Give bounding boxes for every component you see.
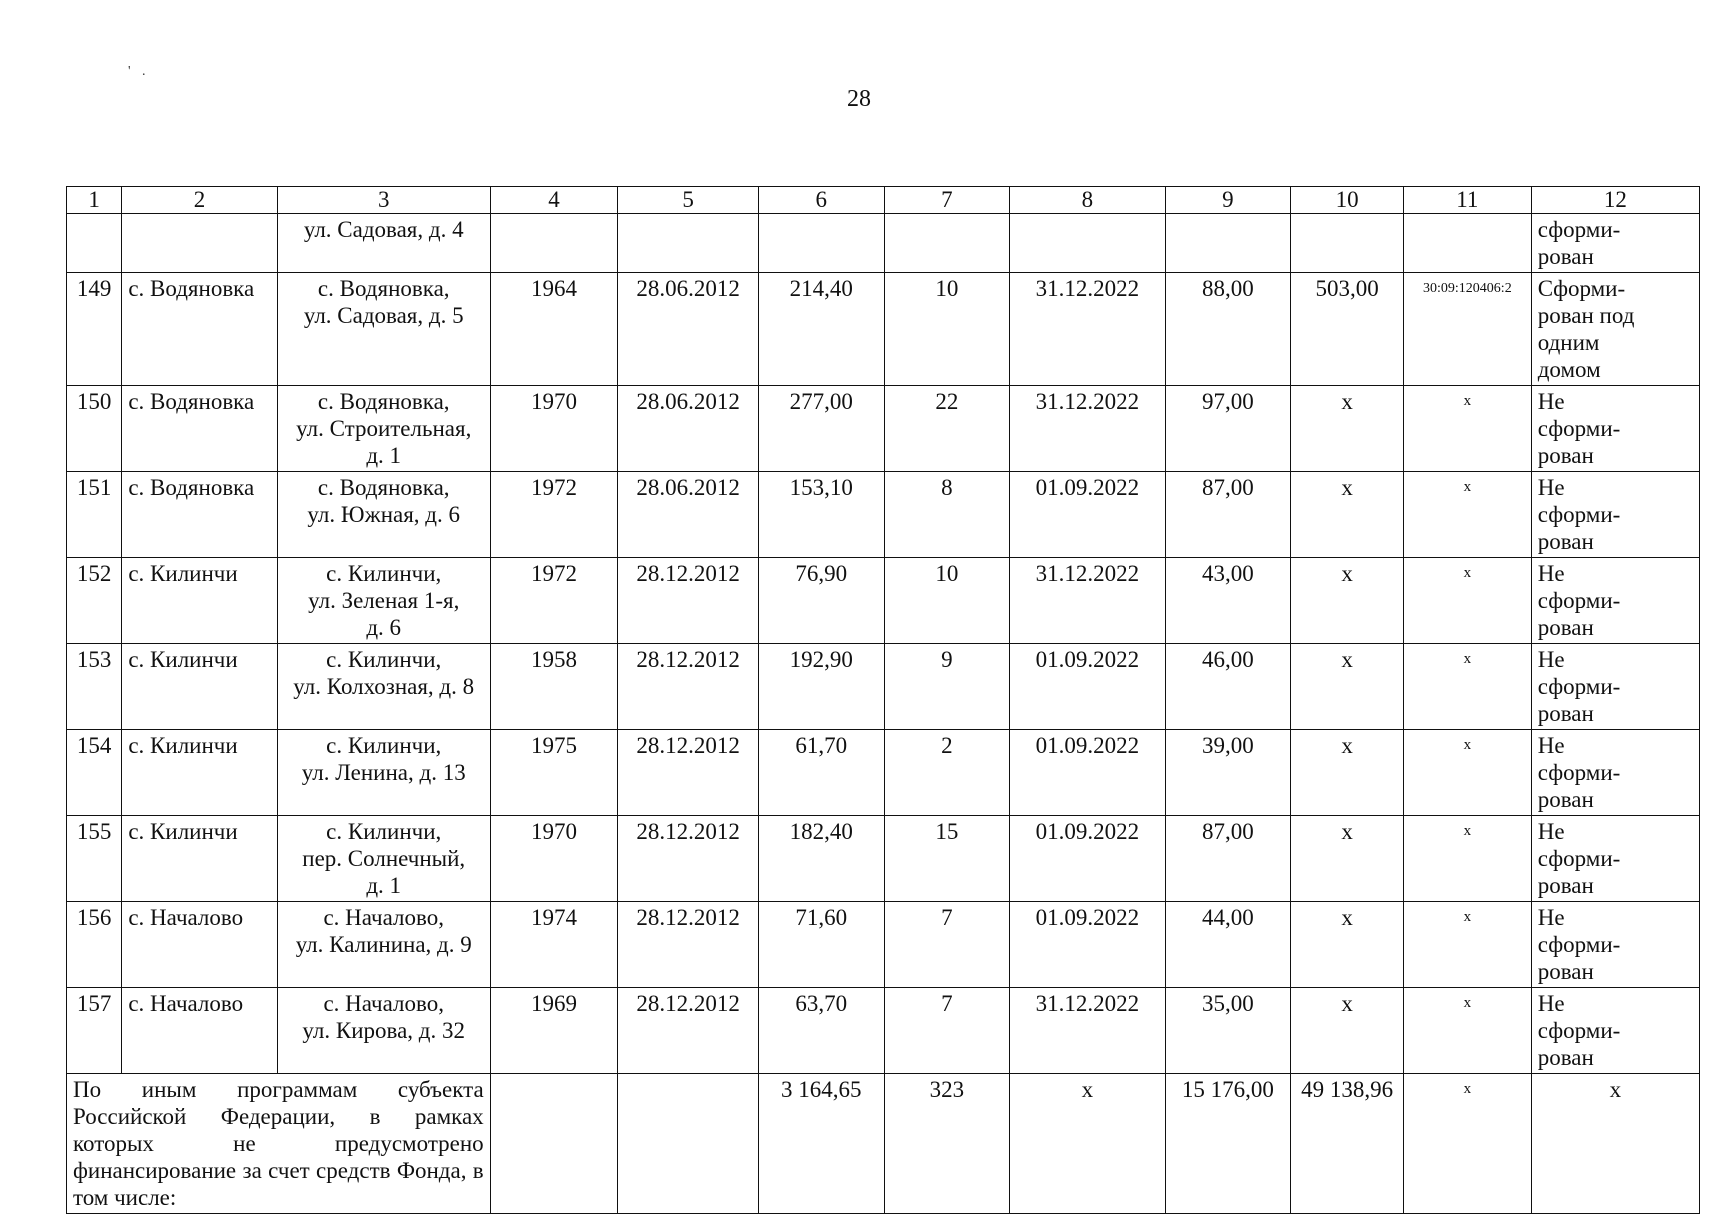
persons-cell: 8 [884,472,1010,558]
empty-cell [1404,214,1532,273]
status-cell-line: Сформи- [1537,276,1626,301]
column-number-header: 1 [67,187,122,214]
table-row [67,273,1700,386]
address-cell [277,988,490,1074]
deadline-cell: 01.09.2022 [1010,644,1165,730]
table-row [67,558,1700,644]
col10-cell: x [1291,472,1404,558]
status-cell-line: Не [1537,647,1565,672]
column-number-row [67,187,1700,214]
column-number-header: 3 [277,187,490,214]
date-cell: 28.12.2012 [618,816,759,902]
address-cell-line: с. Килинчи, [326,647,442,672]
address-cell-line: д. 6 [366,615,402,640]
column-number-header: 11 [1404,187,1532,214]
total-col9-cell: 15 176,00 [1165,1074,1291,1214]
deadline-cell: 31.12.2022 [1010,386,1165,472]
col9-cell: 88,00 [1165,273,1291,386]
row-number-cell: 149 [67,273,122,386]
column-number-header: 12 [1531,187,1699,214]
housing-table [66,186,1700,1214]
total-deadline-cell: x [1010,1074,1165,1214]
persons-cell: 7 [884,902,1010,988]
address-cell [277,902,490,988]
address-cell-line: с. Водяновка, [317,389,450,414]
status-cell [1531,558,1699,644]
address-cell [277,273,490,386]
date-cell: 28.12.2012 [618,558,759,644]
col10-cell: 503,00 [1291,273,1404,386]
persons-cell: 10 [884,558,1010,644]
address-cell-line: с. Началово, [323,991,444,1016]
address-cell-line: ул. Строительная, [296,416,472,441]
status-cell-line: рован [1537,1045,1594,1070]
empty-cell [490,214,618,273]
status-cell [1531,644,1699,730]
empty-cell [1165,214,1291,273]
status-cell [1531,902,1699,988]
status-cell-line: Не [1537,819,1565,844]
cadastral-cell: x [1404,902,1532,988]
status-cell-line: Не [1537,991,1565,1016]
deadline-cell: 01.09.2022 [1010,902,1165,988]
year-cell: 1975 [490,730,618,816]
persons-cell: 9 [884,644,1010,730]
address-cell [277,730,490,816]
persons-cell: 7 [884,988,1010,1074]
col9-cell: 46,00 [1165,644,1291,730]
persons-cell: 10 [884,273,1010,386]
col10-cell: x [1291,816,1404,902]
col9-cell: 44,00 [1165,902,1291,988]
address-cell-line: ул. Калинина, д. 9 [295,932,472,957]
address-cell-line: с. Килинчи, [326,561,442,586]
persons-cell: 2 [884,730,1010,816]
total-area-cell: 3 164,65 [758,1074,884,1214]
date-cell: 28.06.2012 [618,472,759,558]
column-number-header: 5 [618,187,759,214]
date-cell: 28.12.2012 [618,644,759,730]
settlement-cell: с. Началово [122,988,277,1074]
column-number-header: 6 [758,187,884,214]
address-cell-line: д. 1 [366,443,402,468]
status-cell-line: одним [1537,330,1600,355]
settlement-cell: с. Килинчи [122,730,277,816]
page-number: 28 [847,86,871,112]
address-cell [277,472,490,558]
total-persons-cell: 323 [884,1074,1010,1214]
table-row [67,386,1700,472]
row-number-cell: 154 [67,730,122,816]
cadastral-cell: x [1404,386,1532,472]
deadline-cell: 31.12.2022 [1010,558,1165,644]
row-number-cell: 157 [67,988,122,1074]
status-cell-line: рован [1537,959,1594,984]
empty-cell [884,214,1010,273]
empty-cell [618,214,759,273]
row-number-cell: 150 [67,386,122,472]
status-cell [1531,273,1699,386]
cadastral-cell: x [1404,816,1532,902]
table-row [67,816,1700,902]
row-number-cell: 155 [67,816,122,902]
address-cell-line: ул. Южная, д. 6 [307,502,460,527]
year-cell: 1964 [490,273,618,386]
settlement-cell: с. Водяновка [122,386,277,472]
table-row [67,472,1700,558]
status-cell-line: Не [1537,561,1565,586]
year-cell: 1958 [490,644,618,730]
area-cell: 277,00 [758,386,884,472]
row-number-cell: 156 [67,902,122,988]
persons-cell: 15 [884,816,1010,902]
column-number-header: 10 [1291,187,1404,214]
area-cell: 214,40 [758,273,884,386]
col10-cell: x [1291,644,1404,730]
status-cell-line: сформи- [1537,416,1621,441]
date-cell: 28.12.2012 [618,730,759,816]
date-cell: 28.12.2012 [618,988,759,1074]
year-cell: 1974 [490,902,618,988]
settlement-cell: с. Водяновка [122,273,277,386]
status-cell-line: сформи- [1537,588,1621,613]
cadastral-cell: x [1404,730,1532,816]
address-cell-line: с. Килинчи, [326,819,442,844]
status-cell [1531,214,1699,273]
area-cell: 192,90 [758,644,884,730]
status-cell [1531,730,1699,816]
column-number-header: 8 [1010,187,1165,214]
area-cell: 76,90 [758,558,884,644]
status-cell [1531,386,1699,472]
address-cell [277,558,490,644]
scan-specks: ' . [128,64,150,79]
total-col11-cell: x [1404,1074,1532,1214]
settlement-cell: с. Водяновка [122,472,277,558]
status-cell-line: рован под [1537,303,1635,328]
address-cell-line: д. 1 [366,873,402,898]
year-cell: 1972 [490,472,618,558]
settlement-cell: с. Началово [122,902,277,988]
col9-cell: 97,00 [1165,386,1291,472]
col9-cell: 87,00 [1165,472,1291,558]
cadastral-cell: x [1404,644,1532,730]
settlement-cell: с. Килинчи [122,558,277,644]
address-cell-line: с. Водяновка, [317,276,450,301]
deadline-cell: 31.12.2022 [1010,988,1165,1074]
status-cell-line: рован [1537,873,1594,898]
status-cell [1531,816,1699,902]
area-cell: 61,70 [758,730,884,816]
cadastral-cell: x [1404,988,1532,1074]
year-cell: 1969 [490,988,618,1074]
empty-cell [1291,214,1404,273]
empty-cell [490,1074,618,1214]
column-number-header: 9 [1165,187,1291,214]
total-col10-cell: 49 138,96 [1291,1074,1404,1214]
deadline-cell: 31.12.2022 [1010,273,1165,386]
address-cell-line: пер. Солнечный, [302,846,466,871]
column-number-header: 7 [884,187,1010,214]
status-cell-line: сформи- [1537,932,1621,957]
row-number-cell: 153 [67,644,122,730]
status-cell-line: сформи- [1537,502,1621,527]
col9-cell: 39,00 [1165,730,1291,816]
settlement-cell: с. Килинчи [122,816,277,902]
empty-cell [618,1074,759,1214]
status-cell-line: рован [1537,244,1594,269]
total-row [67,1074,1700,1214]
status-cell-line: рован [1537,701,1594,726]
area-cell: 63,70 [758,988,884,1074]
cadastral-cell: 30:09:120406:2 [1404,273,1532,386]
col9-cell: 87,00 [1165,816,1291,902]
col9-cell: 35,00 [1165,988,1291,1074]
status-cell [1531,472,1699,558]
col10-cell: x [1291,558,1404,644]
status-cell-line: сформи- [1537,760,1621,785]
address-cell [277,214,490,273]
address-cell-line: ул. Зеленая 1-я, [308,588,460,613]
status-cell-line: сформи- [1537,1018,1621,1043]
col10-cell: x [1291,988,1404,1074]
col10-cell: x [1291,386,1404,472]
total-label-cell: По иным программам субъекта Российской Федерации, в рамках которых не предусмотрено финансирование за счет средств Фонда, в том числе: [67,1074,491,1214]
area-cell: 153,10 [758,472,884,558]
address-cell-line: с. Началово, [323,905,444,930]
status-cell-line: рован [1537,787,1594,812]
persons-cell: 22 [884,386,1010,472]
address-cell-line: ул. Ленина, д. 13 [301,760,466,785]
column-number-header: 4 [490,187,618,214]
address-cell-line: с. Килинчи, [326,733,442,758]
deadline-cell: 01.09.2022 [1010,730,1165,816]
address-cell-line: ул. Садовая, д. 5 [303,303,464,328]
address-cell [277,816,490,902]
address-cell-line: ул. Садовая, д. 4 [303,217,464,242]
status-cell-line: рован [1537,529,1594,554]
year-cell: 1970 [490,386,618,472]
status-cell-line: рован [1537,615,1594,640]
table-row-continued [67,214,1700,273]
date-cell: 28.06.2012 [618,386,759,472]
deadline-cell: 01.09.2022 [1010,472,1165,558]
area-cell: 71,60 [758,902,884,988]
empty-cell [67,214,122,273]
date-cell: 28.06.2012 [618,273,759,386]
col10-cell: x [1291,730,1404,816]
table-row [67,644,1700,730]
area-cell: 182,40 [758,816,884,902]
row-number-cell: 151 [67,472,122,558]
status-cell-line: Не [1537,733,1565,758]
status-cell-line: Не [1537,475,1565,500]
address-cell-line: ул. Колхозная, д. 8 [293,674,475,699]
year-cell: 1972 [490,558,618,644]
total-col12-cell: x [1531,1074,1699,1214]
address-cell [277,644,490,730]
empty-cell [1010,214,1165,273]
address-cell [277,386,490,472]
settlement-cell: с. Килинчи [122,644,277,730]
status-cell-line: Не [1537,389,1565,414]
status-cell [1531,988,1699,1074]
address-cell-line: ул. Кирова, д. 32 [302,1018,466,1043]
row-number-cell: 152 [67,558,122,644]
status-cell-line: домом [1537,357,1601,382]
table-row [67,730,1700,816]
col10-cell: x [1291,902,1404,988]
table-row [67,902,1700,988]
col9-cell: 43,00 [1165,558,1291,644]
status-cell-line: сформи- [1537,846,1621,871]
status-cell-line: сформи- [1537,674,1621,699]
cadastral-cell: x [1404,558,1532,644]
year-cell: 1970 [490,816,618,902]
status-cell-line: Не [1537,905,1565,930]
status-cell-line: рован [1537,443,1594,468]
status-cell-line: сформи- [1537,217,1621,242]
date-cell: 28.12.2012 [618,902,759,988]
cadastral-cell: x [1404,472,1532,558]
address-cell-line: с. Водяновка, [317,475,450,500]
deadline-cell: 01.09.2022 [1010,816,1165,902]
column-number-header: 2 [122,187,277,214]
table-row [67,988,1700,1074]
empty-cell [758,214,884,273]
empty-cell [122,214,277,273]
